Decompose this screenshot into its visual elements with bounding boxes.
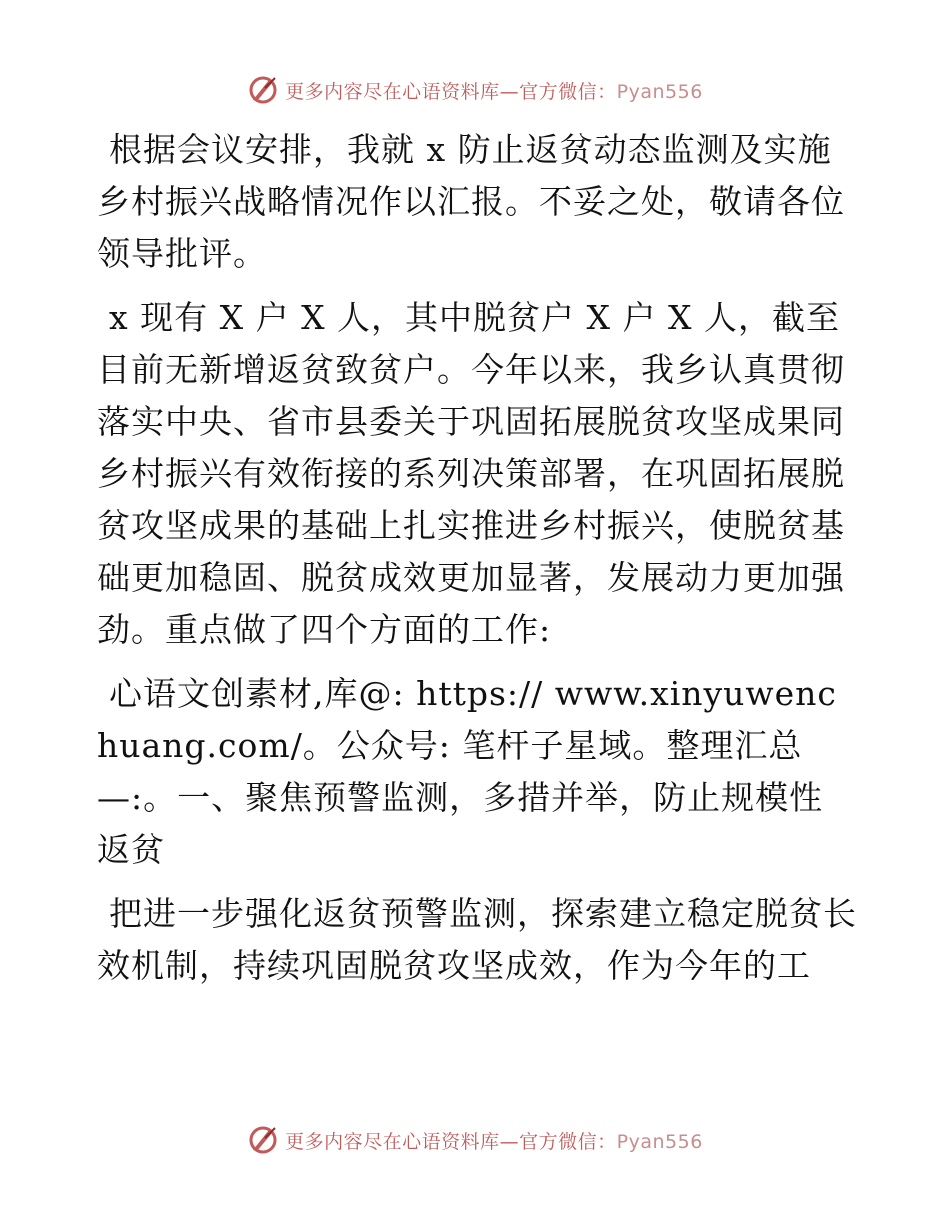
quill-logo-icon: [247, 74, 279, 106]
quill-logo-icon: [247, 1124, 279, 1156]
header-watermark-banner: [0, 70, 950, 110]
header-watermark-text: 更多内容尽在心语资料库—官方微信：Pyan556: [285, 80, 703, 103]
header-watermark: [247, 74, 703, 106]
paragraph-overview: x 现有 X 户 X 人，其中脱贫户 X 户 X 人，截至目前无新增返贫致贫户。今年以来，我乡认真贯彻落实中央、省市县委关于巩固拓展脱贫攻坚成果同乡村振兴有效衔接的系列决策部署，在巩固拓展脱贫攻坚成果的基础上扎实推进乡村振兴，使脱贫基础更加稳固、脱贫成效更加显著，发展动力更加强劲。重点做了四个方面的工作:: [97, 298, 845, 649]
paragraph-intro: 根据会议安排，我就 x 防止返贫动态监测及实施乡村振兴战略情况作以汇报。不妥之处，敬请各位领导批评。: [97, 130, 845, 273]
footer-watermark-banner: [0, 1120, 950, 1160]
paragraph-monitoring: 把进一步强化返贫预警监测，探索建立稳定脱贫长效机制，持续巩固脱贫攻坚成效，作为今年的工: [97, 894, 857, 985]
document-body: [97, 124, 857, 1004]
footer-watermark-text: 更多内容尽在心语资料库—官方微信：Pyan556: [285, 1130, 703, 1153]
footer-watermark: [247, 1124, 703, 1156]
paragraph-section-one: 心语文创素材,库@: https:// www.xinyuwenchuang.com/。公众号: 笔杆子星域。整理汇总—:。一、聚焦预警监测，多措并举，防止规模性返贫: [97, 674, 837, 869]
